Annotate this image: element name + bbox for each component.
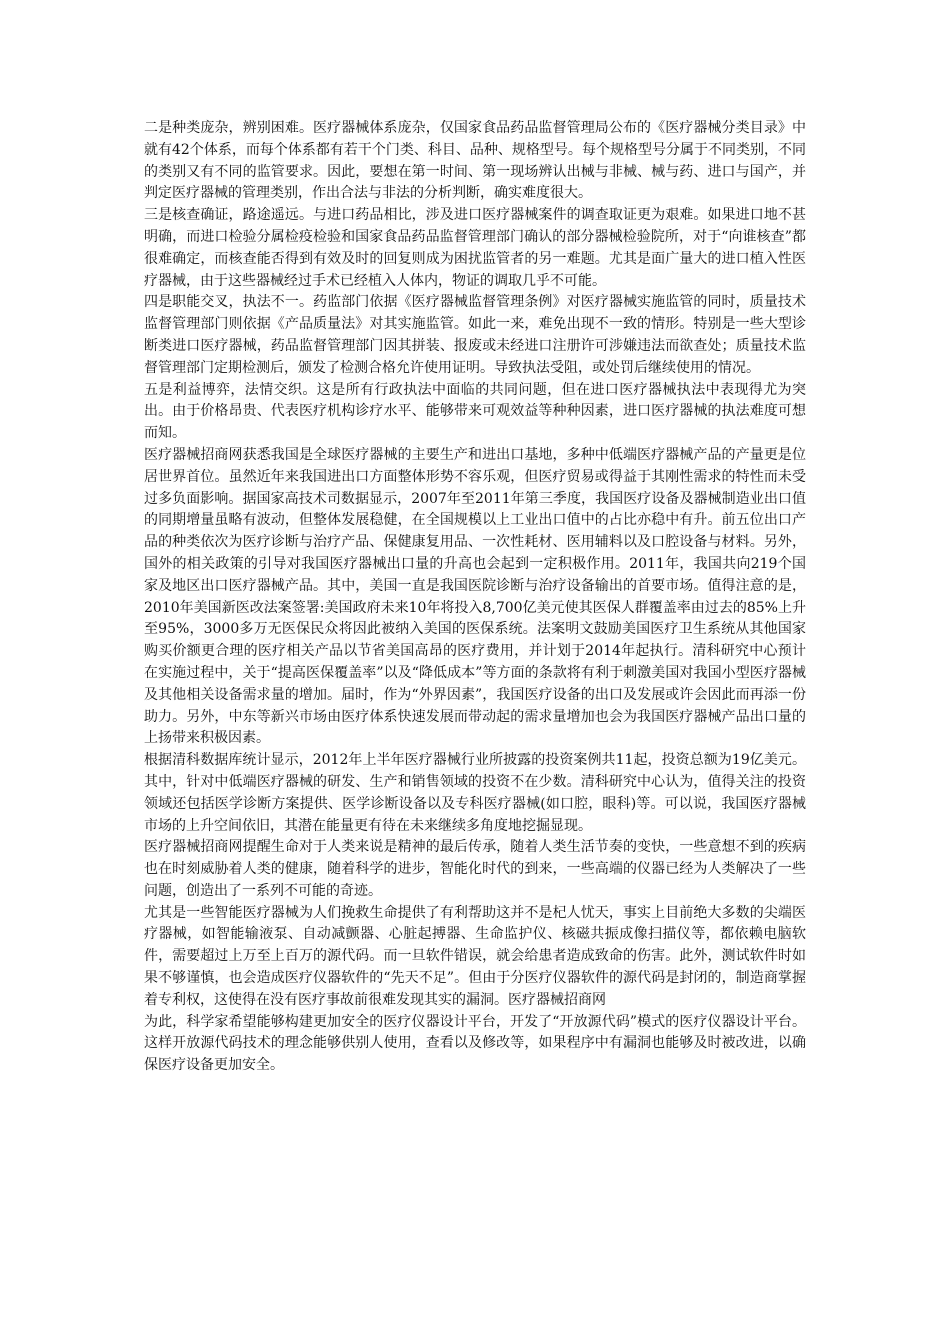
- document-body: [144, 118, 806, 1077]
- paragraph: 三是核查确证，路途遥远。与进口药品相比，涉及进口医疗器械案件的调查取证更为艰难。如果进口地不甚明确，而进口检验分属检疫检验和国家食品药品监督管理部门确认的部分器械检验院所，对于“向谁核查”都很难确定，而核查能否得到有效及时的回复则成为困扰监管者的另一难题。尤其是面广量大的进口植入性医疗器械，由于这些器械经过手术已经植入人体内，物证的调取几乎不可能。: [144, 207, 806, 289]
- paragraph: 医疗器械招商网提醒生命对于人类来说是精神的最后传承，随着人类生活节奏的变快，一些意想不到的疾病也在时刻威胁着人类的健康，随着科学的进步，智能化时代的到来，一些高端的仪器已经为人类解决了一些问题，创造出了一系列不可能的奇迹。: [144, 839, 806, 899]
- paragraph: 医疗器械招商网获悉我国是全球医疗器械的主要生产和进出口基地，多种中低端医疗器械产品的产量更是位居世界首位。虽然近年来我国进出口方面整体形势不容乐观，但医疗贸易或得益于其刚性需求的特性而未受过多负面影响。据国家高技术司数据显示，2007年至2011年第三季度，我国医疗设备及器械制造业出口值的同期增量虽略有波动，但整体发展稳健，在全国规模以上工业出口值中的占比亦稳中有升。前五位出口产品的种类依次为医疗诊断与治疗产品、保健康复用品、一次性耗材、医用辅料以及口腔设备与材料。另外，国外的相关政策的引导对我国医疗器械出口量的升高也会起到一定积极作用。2011年，我国共向219个国家及地区出口医疗器械产品。其中，美国一直是我国医院诊断与治疗设备输出的首要市场。值得注意的是，2010年美国新医改法案签署:美国政府未来10年将投入8,700亿美元使其医保人群覆盖率由过去的85%上升至95%，3000多万无医保民众将因此被纳入美国的医保系统。法案明文鼓励美国医疗卫生系统从其他国家购买价额更合理的医疗相关产品以节省美国高昂的医疗费用，并计划于2014年起执行。清科研究中心预计在实施过程中，关于“提高医保覆盖率”以及“降低成本”等方面的条款将有利于刺激美国对我国小型医疗器械及其他相关设备需求量的增加。届时，作为“外界因素”，我国医疗设备的出口及发展或许会因此而再添一份助力。另外，中东等新兴市场由医疗体系快速发展而带动起的需求量增加也会为我国医疗器械产品出口量的上扬带来积极因素。: [144, 446, 806, 747]
- paragraph: 尤其是一些智能医疗器械为人们挽救生命提供了有利帮助这并不是杞人忧天，事实上目前绝大多数的尖端医疗器械，如智能输液泵、自动减颤器、心脏起搏器、生命监护仪、核磁共振成像扫描仪等，都依赖电脑软件，需要超过上万至上百万的源代码。而一旦软件错误，就会给患者造成致命的伤害。此外，测试软件时如果不够谨慎，也会造成医疗仪器软件的“先天不足”。但由于分医疗仪器软件的源代码是封闭的，制造商掌握着专利权，这使得在没有医疗事故前很难发现其实的漏洞。医疗器械招商网: [144, 904, 806, 1008]
- paragraph: 二是种类庞杂，辨别困难。医疗器械体系庞杂，仅国家食品药品监督管理局公布的《医疗器械分类目录》中就有42个体系，而每个体系都有若干个门类、科目、品种、规格型号。每个规格型号分属于不同类别，不同的类别又有不同的监管要求。因此，要想在第一时间、第一现场辨认出械与非械、械与药、进口与国产，并判定医疗器械的管理类别，作出合法与非法的分析判断，确实难度很大。: [144, 120, 806, 202]
- paragraph: 为此，科学家希望能够构建更加安全的医疗仪器设计平台，开发了“开放源代码”模式的医疗仪器设计平台。这样开放源代码技术的理念能够供别人使用，查看以及修改等，如果程序中有漏洞也能够及时被改进，以确保医疗设备更加安全。: [144, 1013, 806, 1074]
- paragraph: 四是职能交叉，执法不一。药监部门依据《医疗器械监督管理条例》对医疗器械实施监管的同时，质量技术监督管理部门则依据《产品质量法》对其实施监管。如此一来，难免出现不一致的情形。特别是一些大型诊断类进口医疗器械，药品监督管理部门因其拼装、报废或未经进口注册许可涉嫌违法而欲查处；质量技术监督管理部门定期检测后，颁发了检测合格允许使用证明。导致执法受阻，或处罚后继续使用的情况。: [144, 294, 806, 376]
- paragraph: 五是利益博弈，法情交织。这是所有行政执法中面临的共同问题，但在进口医疗器械执法中表现得尤为突出。由于价格昂贵、代表医疗机构诊疗水平、能够带来可观效益等种种因素，进口医疗器械的执法难度可想而知。: [144, 381, 806, 442]
- paragraph: 根据清科数据库统计显示，2012年上半年医疗器械行业所披露的投资案例共11起，投资总额为19亿美元。其中，针对中低端医疗器械的研发、生产和销售领域的投资不在少数。清科研究中心认为，值得关注的投资领域还包括医学诊断方案提供、医学诊断设备以及专科医疗器械(如口腔，眼科)等。可以说，我国医疗器械市场的上升空间依旧，其潜在能量更有待在未来继续多角度地挖掘显现。: [144, 752, 806, 834]
